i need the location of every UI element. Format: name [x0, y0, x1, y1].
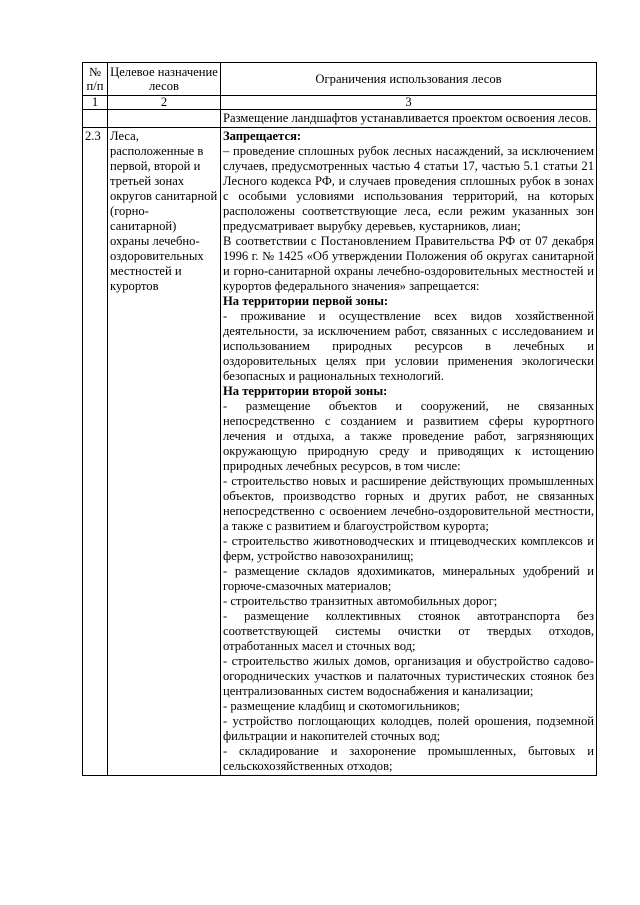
- restriction-paragraph: - размещение кладбищ и скотомогильников;: [223, 699, 460, 713]
- restriction-paragraph: - размещение складов ядохимикатов, минеральных удобрений и горюче-смазочных материалов;: [223, 564, 594, 593]
- table-header-row: [83, 63, 597, 96]
- restriction-paragraph: - складирование и захоронение промышленных, бытовых и сельскохозяйственных отходов;: [223, 744, 594, 773]
- restriction-paragraph: - размещение коллективных стоянок автотранспорта без соответствующей системы очистки от твердых отходов, отработанных масел и сточных вод;: [223, 609, 594, 653]
- restriction-paragraph: – проведение сплошных рубок лесных насаждений, за исключением случаев, предусмотренных частью 4 статьи 17, частью 5.1 статьи 21 Лесного кодекса РФ, и случаев проведения сплошных рубок в зонах с особыми условиями использования территорий, на которых расположены соответствующие леса, если режим указанных зон предусматривает вырубку деревьев, кустарников, лиан;: [223, 144, 594, 233]
- table-row-continuation: [83, 110, 597, 128]
- restriction-paragraph: - строительство новых и расширение действующих промышленных объектов, производство горных и других работ, не связанных непосредственно с освоением лечебно-оздоровительной местности, а также с развитием и благоустройством курорта;: [223, 474, 594, 533]
- row-purpose: Леса, расположенные в первой, второй и третьей зонах округов санитарной (горно- санитарной) охраны лечебно-оздоровительных местностей и курортов: [108, 128, 221, 776]
- index-col-3: 3: [221, 96, 597, 110]
- header-number: № п/п: [83, 63, 108, 96]
- continuation-number: [83, 110, 108, 128]
- index-col-1: 1: [83, 96, 108, 110]
- row-number: 2.3: [83, 128, 108, 776]
- restriction-heading: На территории первой зоны:: [223, 294, 389, 308]
- restriction-paragraph: - устройство поглощающих колодцев, полей орошения, подземной фильтрации и накопителей сточных вод;: [223, 714, 594, 743]
- restriction-paragraph: - проживание и осуществление всех видов хозяйственной деятельности, за исключением работ, связанных с исследованием и использованием природных ресурсов в лечебных и оздоровительных целях при условии применения экологически безопасных и рациональных технологий.: [223, 309, 594, 383]
- restriction-paragraph: В соответствии с Постановлением Правительства РФ от 07 декабря 1996 г. № 1425 «Об утверждении Положения об округах санитарной и горно-санитарной охраны лечебно-оздоровительных местностей и курортов федерального значения» запрещается:: [223, 234, 594, 293]
- index-col-2: 2: [108, 96, 221, 110]
- restriction-heading: На территории второй зоны:: [223, 384, 388, 398]
- table-index-row: [83, 96, 597, 110]
- table-row-2-3: [83, 128, 597, 776]
- header-purpose: Целевое назначение лесов: [108, 63, 221, 96]
- forest-restrictions-table: [82, 62, 597, 776]
- restriction-paragraph: - строительство жилых домов, организация и обустройство садово-огороднических участков и палаточных туристических стоянок без централизованных систем водоснабжения и канализации;: [223, 654, 594, 698]
- continuation-purpose: [108, 110, 221, 128]
- restriction-paragraph: - строительство животноводческих и птицеводческих комплексов и ферм, устройство навозохранилищ;: [223, 534, 594, 563]
- restriction-paragraph: - размещение объектов и сооружений, не связанных непосредственно с созданием и развитием сферы курортного лечения и отдыха, а также проведение работ, загрязняющих окружающую природную среду и приводящих к истощению природных лечебных ресурсов, в том числе:: [223, 399, 594, 473]
- header-restrictions: Ограничения использования лесов: [221, 63, 597, 96]
- row-restrictions: [221, 128, 597, 776]
- continuation-text: Размещение ландшафтов устанавливается проектом освоения лесов.: [223, 111, 592, 125]
- continuation-restrictions: [221, 110, 597, 128]
- restriction-heading: Запрещается:: [223, 129, 302, 143]
- restriction-paragraph: - строительство транзитных автомобильных дорог;: [223, 594, 498, 608]
